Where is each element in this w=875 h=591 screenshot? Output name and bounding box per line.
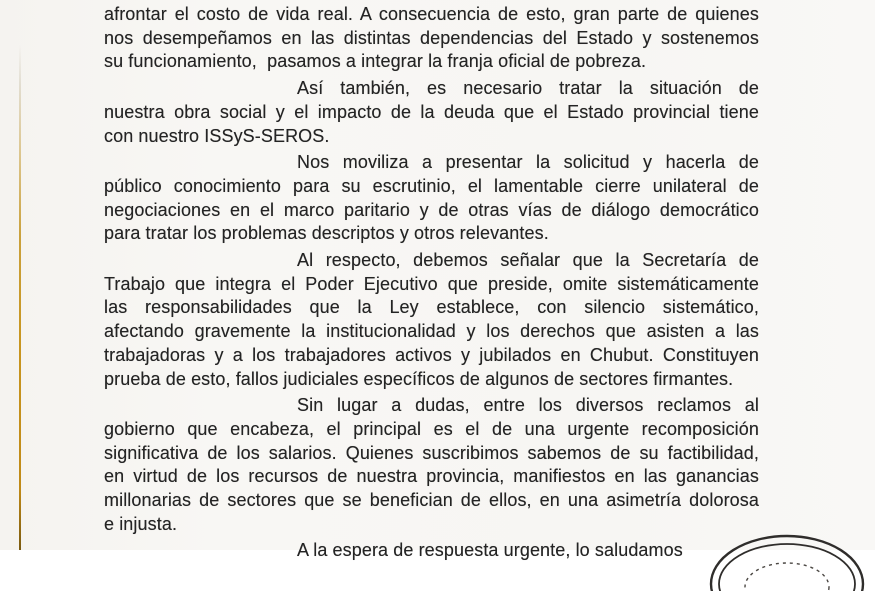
- text-line: prueba de esto, fallos judiciales específicos de algunos de sectores firmantes.: [104, 368, 734, 389]
- text-line: en virtud de los recursos de nuestra provincia, manifiestos en las ganancias: [104, 466, 759, 487]
- text-line: afectando gravemente la institucionalidad y los derechos que asisten a las: [104, 321, 759, 342]
- text-line: para tratar los problemas descriptos y otros relevantes.: [104, 223, 549, 244]
- paragraph: [104, 3, 759, 74]
- text-line: Así también, es necesario tratar la situación de: [297, 78, 759, 99]
- text-line: con nuestro ISSyS-SEROS.: [104, 125, 330, 146]
- text-line: trabajadoras y a los trabajadores activos y jubilados en Chubut. Constituyen: [104, 344, 759, 365]
- paragraph: [104, 77, 759, 148]
- paragraph: [104, 249, 759, 391]
- text-line: negociaciones en el marco paritario y de otras vías de diálogo democrático: [104, 199, 759, 220]
- letter-body: [104, 3, 759, 563]
- text-line: e injusta.: [104, 513, 178, 534]
- paragraph: [104, 394, 759, 536]
- text-line: afrontar el costo de vida real. A consecuencia de esto, gran parte de quienes: [104, 4, 759, 24]
- oval-seal-stamp: [700, 531, 875, 591]
- text-line: Trabajo que integra el Poder Ejecutivo que preside, omite sistemáticamente: [104, 273, 759, 294]
- text-line: A la espera de respuesta urgente, lo saludamos: [297, 540, 683, 561]
- text-line: nos desempeñamos en las distintas dependencias del Estado y sostenemos: [104, 27, 759, 48]
- paragraph: [104, 539, 759, 563]
- page-edge-line: [19, 44, 21, 550]
- text-line: su funcionamiento, pasamos a integrar la franja oficial de pobreza.: [104, 51, 647, 72]
- text-line: Nos moviliza a presentar la solicitud y hacerla de: [297, 152, 759, 173]
- text-line: las responsabilidades que la Ley establece, con silencio sistemático,: [104, 297, 759, 318]
- text-line: Sin lugar a dudas, entre los diversos reclamos al: [297, 395, 759, 416]
- paragraph: [104, 151, 759, 246]
- text-line: nuestra obra social y el impacto de la deuda que el Estado provincial tiene: [104, 101, 759, 122]
- text-line: millonarias de sectores que se benefician de ellos, en una asimetría dolorosa: [104, 490, 759, 511]
- text-line: público conocimiento para su escrutinio, el lamentable cierre unilateral de: [104, 175, 759, 196]
- text-line: gobierno que encabeza, el principal es el de una urgente recomposición: [104, 418, 759, 439]
- text-line: Al respecto, debemos señalar que la Secretaría de: [297, 250, 759, 271]
- text-line: significativa de los salarios. Quienes suscribimos sabemos de su factibilidad,: [104, 442, 759, 463]
